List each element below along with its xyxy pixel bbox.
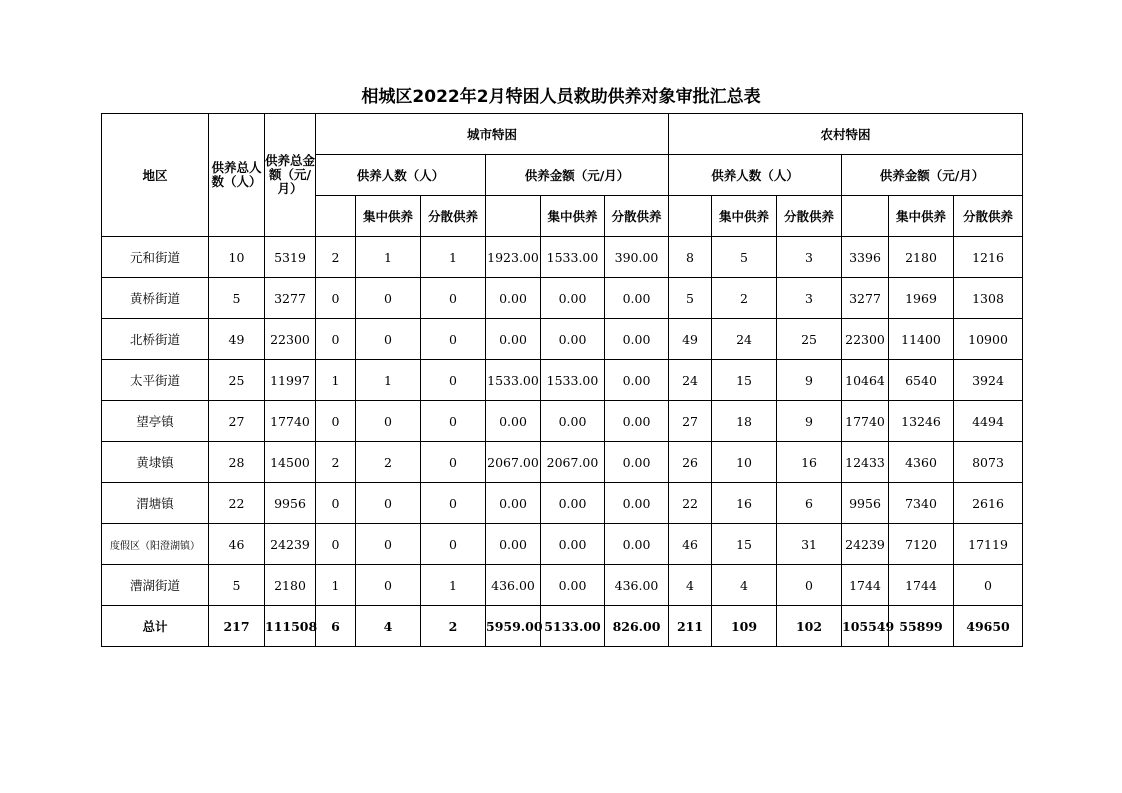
cell-rural-amount-dispersed: 8073 [954,442,1023,483]
cell-total-amount: 3277 [265,278,316,319]
cell-rural-central: 2 [712,278,777,319]
cell-region: 太平街道 [102,360,209,401]
cell-rural-amount-central: 2180 [889,237,954,278]
cell-total-people: 49 [209,319,265,360]
cell-city-amount-dispersed: 0.00 [605,360,669,401]
cell-city-people: 1 [316,360,356,401]
cell-city-central: 1 [356,237,421,278]
cell-city-amount-dispersed: 826.00 [605,606,669,647]
cell-rural-amount: 22300 [842,319,889,360]
cell-city-people: 0 [316,319,356,360]
cell-city-amount-central: 0.00 [541,483,605,524]
cell-city-central: 0 [356,524,421,565]
cell-city-people: 2 [316,442,356,483]
cell-rural-dispersed: 9 [777,401,842,442]
cell-city-central: 2 [356,442,421,483]
cell-city-dispersed: 0 [421,278,486,319]
cell-rural-people: 49 [669,319,712,360]
cell-rural-dispersed: 16 [777,442,842,483]
cell-city-amount: 0.00 [486,524,541,565]
cell-city-amount-central: 1533.00 [541,360,605,401]
cell-rural-people: 8 [669,237,712,278]
cell-rural-people: 5 [669,278,712,319]
cell-city-amount-dispersed: 0.00 [605,483,669,524]
cell-total-people: 5 [209,278,265,319]
header-city: 城市特困 [316,114,669,155]
cell-rural-amount: 105549 [842,606,889,647]
cell-city-amount: 0.00 [486,278,541,319]
cell-rural-central: 10 [712,442,777,483]
cell-total-amount: 17740 [265,401,316,442]
cell-city-amount: 2067.00 [486,442,541,483]
cell-rural-amount-dispersed: 4494 [954,401,1023,442]
cell-rural-people: 27 [669,401,712,442]
cell-rural-amount-central: 4360 [889,442,954,483]
cell-rural-people: 26 [669,442,712,483]
cell-city-amount-dispersed: 0.00 [605,524,669,565]
cell-rural-dispersed: 0 [777,565,842,606]
table-row [102,442,1023,483]
cell-rural-amount: 3277 [842,278,889,319]
document-title: 相城区2022年2月特困人员救助供养对象审批汇总表 [361,87,761,107]
cell-total-amount: 5319 [265,237,316,278]
cell-region: 黄埭镇 [102,442,209,483]
cell-city-dispersed: 0 [421,319,486,360]
cell-rural-amount-dispersed: 0 [954,565,1023,606]
cell-rural-amount-central: 13246 [889,401,954,442]
table-row [102,524,1023,565]
cell-city-amount-central: 0.00 [541,524,605,565]
cell-city-amount: 436.00 [486,565,541,606]
cell-rural-amount-dispersed: 1308 [954,278,1023,319]
header-city-people-subtotal [316,196,356,237]
table-row [102,360,1023,401]
cell-total-amount: 22300 [265,319,316,360]
cell-region: 总计 [102,606,209,647]
header-rural-dispersed: 分散供养 [777,196,842,237]
cell-city-people: 0 [316,401,356,442]
cell-city-dispersed: 2 [421,606,486,647]
cell-city-amount-dispersed: 0.00 [605,319,669,360]
cell-city-central: 0 [356,278,421,319]
cell-city-people: 1 [316,565,356,606]
cell-total-people: 22 [209,483,265,524]
cell-rural-amount: 17740 [842,401,889,442]
cell-total-amount: 9956 [265,483,316,524]
header-city-amount-subtotal [486,196,541,237]
cell-city-amount-dispersed: 390.00 [605,237,669,278]
cell-city-dispersed: 0 [421,483,486,524]
header-rural-amount: 供养金额（元/月） [842,155,1023,196]
cell-city-amount-dispersed: 436.00 [605,565,669,606]
cell-rural-amount: 12433 [842,442,889,483]
cell-region: 北桥街道 [102,319,209,360]
total-row [102,606,1023,647]
cell-rural-dispersed: 3 [777,278,842,319]
table-row [102,483,1023,524]
header-city-dispersed: 分散供养 [421,196,486,237]
cell-rural-central: 24 [712,319,777,360]
cell-city-dispersed: 0 [421,360,486,401]
cell-rural-amount-central: 7340 [889,483,954,524]
cell-city-people: 6 [316,606,356,647]
cell-city-amount: 1533.00 [486,360,541,401]
cell-city-amount-central: 0.00 [541,278,605,319]
cell-city-amount-central: 0.00 [541,319,605,360]
cell-city-dispersed: 1 [421,565,486,606]
header-total-people: 供养总人数（人） [209,114,265,237]
cell-rural-amount-central: 7120 [889,524,954,565]
cell-rural-dispersed: 6 [777,483,842,524]
cell-rural-amount: 1744 [842,565,889,606]
cell-rural-amount-central: 1969 [889,278,954,319]
cell-city-people: 2 [316,237,356,278]
cell-rural-dispersed: 31 [777,524,842,565]
cell-rural-dispersed: 25 [777,319,842,360]
header-rural-amount-dispersed: 分散供养 [954,196,1023,237]
cell-rural-people: 211 [669,606,712,647]
cell-rural-amount-dispersed: 2616 [954,483,1023,524]
cell-rural-amount: 9956 [842,483,889,524]
header-total-amount: 供养总金额（元/月） [265,114,316,237]
cell-city-amount: 0.00 [486,319,541,360]
cell-rural-amount-dispersed: 10900 [954,319,1023,360]
cell-region: 度假区（阳澄湖镇） [102,524,209,565]
cell-city-amount: 5959.00 [486,606,541,647]
cell-city-amount: 1923.00 [486,237,541,278]
cell-city-people: 0 [316,278,356,319]
cell-rural-central: 4 [712,565,777,606]
cell-rural-central: 109 [712,606,777,647]
header-rural-people-subtotal [669,196,712,237]
cell-rural-central: 18 [712,401,777,442]
cell-city-dispersed: 0 [421,401,486,442]
cell-rural-central: 5 [712,237,777,278]
header-city-people: 供养人数（人） [316,155,486,196]
header-city-amount: 供养金额（元/月） [486,155,669,196]
cell-rural-amount: 10464 [842,360,889,401]
cell-rural-amount-dispersed: 3924 [954,360,1023,401]
cell-city-amount-dispersed: 0.00 [605,278,669,319]
cell-city-amount-dispersed: 0.00 [605,401,669,442]
header-row-1 [102,114,1023,155]
cell-city-dispersed: 0 [421,442,486,483]
cell-city-amount-central: 5133.00 [541,606,605,647]
header-rural-amount-subtotal [842,196,889,237]
table-row [102,565,1023,606]
summary-table [101,113,1023,647]
header-rural-centralized: 集中供养 [712,196,777,237]
cell-region: 漕湖街道 [102,565,209,606]
cell-total-amount: 111508 [265,606,316,647]
table-row [102,319,1023,360]
cell-rural-amount: 24239 [842,524,889,565]
cell-rural-central: 15 [712,524,777,565]
table-row [102,237,1023,278]
cell-city-amount-central: 2067.00 [541,442,605,483]
cell-city-amount-central: 0.00 [541,565,605,606]
cell-rural-amount-central: 55899 [889,606,954,647]
cell-region: 元和街道 [102,237,209,278]
cell-city-central: 4 [356,606,421,647]
header-rural-people: 供养人数（人） [669,155,842,196]
cell-rural-dispersed: 9 [777,360,842,401]
cell-rural-central: 16 [712,483,777,524]
cell-city-central: 0 [356,565,421,606]
cell-total-people: 217 [209,606,265,647]
header-city-amount-centralized: 集中供养 [541,196,605,237]
cell-total-people: 5 [209,565,265,606]
cell-region: 渭塘镇 [102,483,209,524]
cell-rural-people: 46 [669,524,712,565]
cell-total-amount: 11997 [265,360,316,401]
cell-rural-amount-central: 11400 [889,319,954,360]
cell-city-amount-dispersed: 0.00 [605,442,669,483]
header-rural: 农村特困 [669,114,1023,155]
cell-city-central: 1 [356,360,421,401]
header-rural-amount-centralized: 集中供养 [889,196,954,237]
cell-total-people: 28 [209,442,265,483]
cell-total-people: 46 [209,524,265,565]
cell-rural-central: 15 [712,360,777,401]
cell-rural-amount-dispersed: 1216 [954,237,1023,278]
cell-city-amount-central: 1533.00 [541,237,605,278]
cell-total-people: 10 [209,237,265,278]
cell-total-amount: 14500 [265,442,316,483]
cell-rural-amount-dispersed: 17119 [954,524,1023,565]
cell-rural-amount-central: 6540 [889,360,954,401]
cell-rural-dispersed: 3 [777,237,842,278]
cell-city-people: 0 [316,524,356,565]
cell-rural-people: 22 [669,483,712,524]
table-row [102,278,1023,319]
cell-rural-amount-central: 1744 [889,565,954,606]
cell-total-amount: 24239 [265,524,316,565]
cell-region: 黄桥街道 [102,278,209,319]
cell-total-people: 25 [209,360,265,401]
cell-city-central: 0 [356,319,421,360]
cell-city-dispersed: 1 [421,237,486,278]
cell-city-amount: 0.00 [486,401,541,442]
cell-region: 望亭镇 [102,401,209,442]
cell-city-amount-central: 0.00 [541,401,605,442]
cell-total-amount: 2180 [265,565,316,606]
cell-rural-people: 24 [669,360,712,401]
cell-city-central: 0 [356,401,421,442]
header-city-amount-dispersed: 分散供养 [605,196,669,237]
header-city-centralized: 集中供养 [356,196,421,237]
cell-rural-amount: 3396 [842,237,889,278]
cell-rural-amount-dispersed: 49650 [954,606,1023,647]
cell-total-people: 27 [209,401,265,442]
cell-rural-people: 4 [669,565,712,606]
cell-city-people: 0 [316,483,356,524]
cell-rural-dispersed: 102 [777,606,842,647]
cell-city-central: 0 [356,483,421,524]
header-region: 地区 [102,114,209,237]
cell-city-amount: 0.00 [486,483,541,524]
table-row [102,401,1023,442]
cell-city-dispersed: 0 [421,524,486,565]
